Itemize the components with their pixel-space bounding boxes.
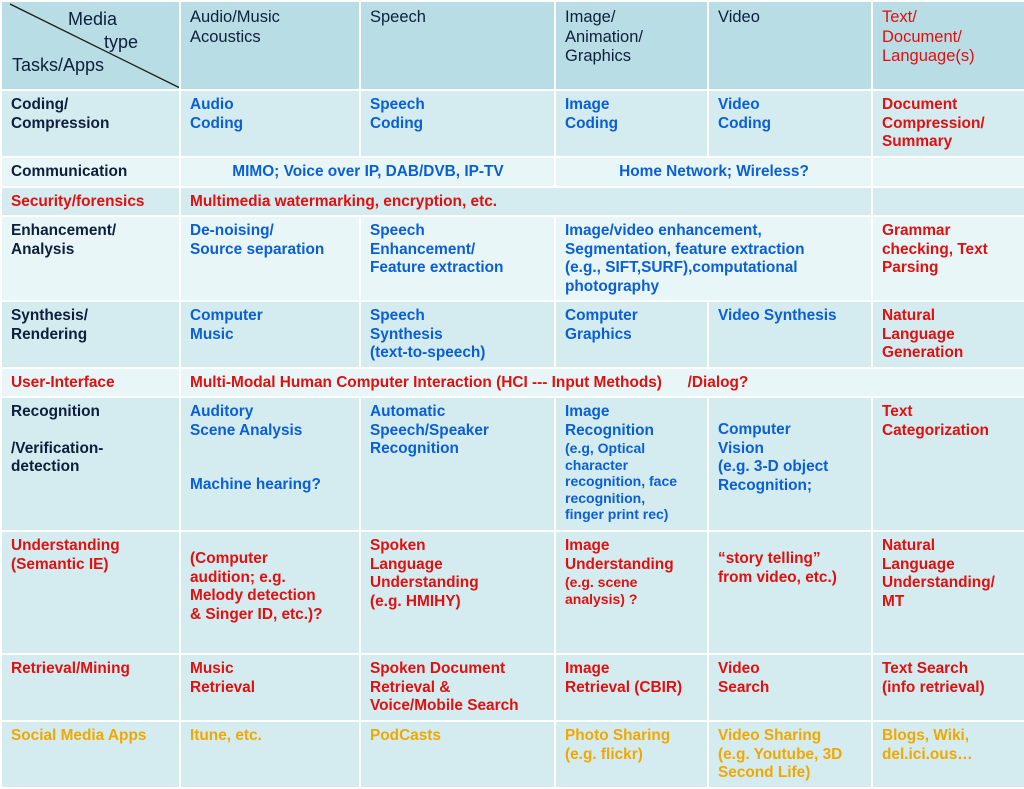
cell-synthesis-text: Natural Language Generation bbox=[872, 301, 1024, 368]
cell-coding-video: Video Coding bbox=[708, 90, 872, 157]
row-enhancement bbox=[1, 216, 1024, 301]
cell-synthesis-audio: Computer Music bbox=[180, 301, 360, 368]
cell-communication-audio-speech: MIMO; Voice over IP, DAB/DVB, IP-TV bbox=[180, 157, 555, 187]
corner-type-label: type bbox=[104, 32, 139, 52]
header-image: Image/ Animation/ Graphics bbox=[555, 1, 708, 90]
task-recognition: Recognition /Verification- detection bbox=[1, 397, 180, 531]
cell-communication-text bbox=[872, 157, 1024, 187]
header-row bbox=[1, 1, 1024, 90]
cell-retrieval-video: Video Search bbox=[708, 654, 872, 721]
row-coding bbox=[1, 90, 1024, 157]
task-communication: Communication bbox=[1, 157, 180, 187]
row-social-media bbox=[1, 721, 1024, 788]
cell-recognition-audio: Auditory Scene Analysis Machine hearing? bbox=[180, 397, 360, 531]
cell-enhancement-image-video: Image/video enhancement, Segmentation, feature extraction (e.g., SIFT,SURF),computational photography bbox=[555, 216, 872, 301]
task-synthesis: Synthesis/ Rendering bbox=[1, 301, 180, 368]
corner-header-cell bbox=[1, 1, 180, 90]
cell-enhancement-audio: De-noising/ Source separation bbox=[180, 216, 360, 301]
cell-coding-image: Image Coding bbox=[555, 90, 708, 157]
cell-user-interface-span: Multi-Modal Human Computer Interaction (HCI --- Input Methods) /Dialog? bbox=[180, 368, 1024, 398]
row-synthesis bbox=[1, 301, 1024, 368]
row-retrieval bbox=[1, 654, 1024, 721]
cell-understanding-text: Natural Language Understanding/ MT bbox=[872, 531, 1024, 654]
cell-understanding-image: Image Understanding (e.g. scene analysis) ? bbox=[555, 531, 708, 654]
cell-security-text bbox=[872, 187, 1024, 217]
cell-synthesis-image: Computer Graphics bbox=[555, 301, 708, 368]
cell-retrieval-text: Text Search (info retrieval) bbox=[872, 654, 1024, 721]
cell-recognition-speech: Automatic Speech/Speaker Recognition bbox=[360, 397, 555, 531]
cell-recognition-image: Image Recognition (e.g, Optical character recognition, face recognition, finger print rec) bbox=[555, 397, 708, 531]
task-enhancement: Enhancement/ Analysis bbox=[1, 216, 180, 301]
header-video: Video bbox=[708, 1, 872, 90]
row-user-interface bbox=[1, 368, 1024, 398]
row-security bbox=[1, 187, 1024, 217]
cell-synthesis-speech: Speech Synthesis (text-to-speech) bbox=[360, 301, 555, 368]
corner-tasks-label: Tasks/Apps bbox=[12, 55, 105, 75]
cell-coding-audio: Audio Coding bbox=[180, 90, 360, 157]
row-recognition bbox=[1, 397, 1024, 531]
cell-enhancement-text: Grammar checking, Text Parsing bbox=[872, 216, 1024, 301]
task-security: Security/forensics bbox=[1, 187, 180, 217]
cell-synthesis-video: Video Synthesis bbox=[708, 301, 872, 368]
row-communication bbox=[1, 157, 1024, 187]
cell-communication-image-video: Home Network; Wireless? bbox=[555, 157, 872, 187]
cell-understanding-video: “story telling” from video, etc.) bbox=[708, 531, 872, 654]
cell-retrieval-image: Image Retrieval (CBIR) bbox=[555, 654, 708, 721]
cell-security-span: Multimedia watermarking, encryption, etc. bbox=[180, 187, 872, 217]
header-audio: Audio/Music Acoustics bbox=[180, 1, 360, 90]
cell-coding-speech: Speech Coding bbox=[360, 90, 555, 157]
cell-social-video: Video Sharing (e.g. Youtube, 3D Second Life) bbox=[708, 721, 872, 788]
corner-media-label: Media bbox=[68, 9, 118, 29]
cell-retrieval-speech: Spoken Document Retrieval & Voice/Mobile Search bbox=[360, 654, 555, 721]
task-user-interface: User-Interface bbox=[1, 368, 180, 398]
cell-social-text: Blogs, Wiki, del.ici.ous… bbox=[872, 721, 1024, 788]
cell-understanding-audio: (Computer audition; e.g. Melody detection & Singer ID, etc.)? bbox=[180, 531, 360, 654]
cell-social-speech: PodCasts bbox=[360, 721, 555, 788]
cell-understanding-speech: Spoken Language Understanding (e.g. HMIHY) bbox=[360, 531, 555, 654]
cell-coding-text: Document Compression/ Summary bbox=[872, 90, 1024, 157]
task-understanding: Understanding (Semantic IE) bbox=[1, 531, 180, 654]
cell-recognition-video: Computer Vision (e.g. 3-D object Recognition; bbox=[708, 397, 872, 531]
cell-social-audio: Itune, etc. bbox=[180, 721, 360, 788]
cell-retrieval-audio: Music Retrieval bbox=[180, 654, 360, 721]
header-speech: Speech bbox=[360, 1, 555, 90]
row-understanding bbox=[1, 531, 1024, 654]
task-retrieval: Retrieval/Mining bbox=[1, 654, 180, 721]
task-coding: Coding/ Compression bbox=[1, 90, 180, 157]
cell-enhancement-speech: Speech Enhancement/ Feature extraction bbox=[360, 216, 555, 301]
cell-social-image: Photo Sharing (e.g. flickr) bbox=[555, 721, 708, 788]
cell-recognition-text: Text Categorization bbox=[872, 397, 1024, 531]
header-text: Text/ Document/ Language(s) bbox=[872, 1, 1024, 90]
task-social-media: Social Media Apps bbox=[1, 721, 180, 788]
